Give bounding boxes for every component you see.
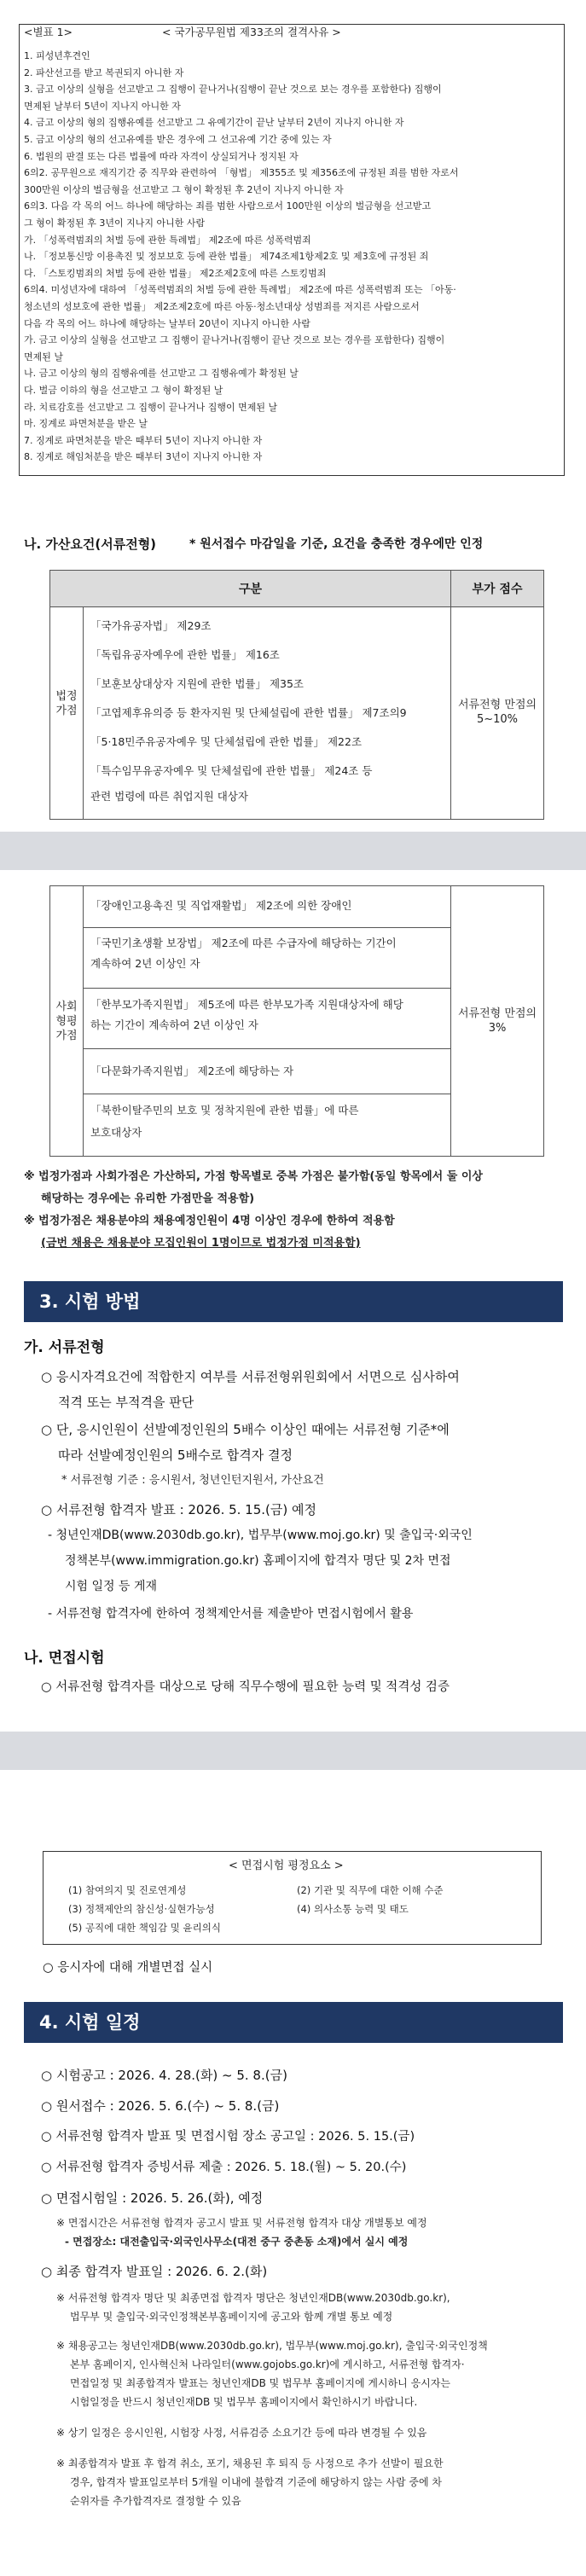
disqualification-line: 300만원 이상의 벌금형을 선고받고 그 형이 확정된 후 2년이 지나지 아니한 자 [24, 183, 344, 195]
ds-item-4a: - 청년인재DB(www.2030db.go.kr), 법무부(www.moj.go.kr) 및 출입국·외국인 [48, 1529, 473, 1542]
schedule-extra-note-a: ※ 최종합격자 발표 후 합격 취소, 포기, 채용된 후 퇴직 등 사정으로 추가 선발이 필요한 [56, 2457, 444, 2469]
schedule-final-note-2d: 시험일정을 반드시 청년인재DB 및 법무부 홈페이지에서 확인하시기 바랍니다. [70, 2396, 418, 2408]
legal-bonus-item: 「고엽제후유의증 등 환자지원 및 단체설립에 관한 법률」 제7조의9 [90, 706, 407, 719]
disqualification-line: 2. 파산선고를 받고 복권되지 아니한 자 [24, 67, 184, 78]
disqualification-line: 다. 「스토킹범죄의 처벌 등에 관한 법률」 제2조제2호에 따른 스토킹범죄 [24, 267, 327, 279]
schedule-final-note-2b: 본부 홈페이지, 인사혁신처 나라일터(www.gojobs.go.kr)에 게시하고, 서류전형 합격자· [70, 2358, 465, 2370]
ds-item-3: ○ 서류전형 합격자 발표 : 2026. 5. 15.(금) 예정 [41, 1502, 316, 1517]
row-social-points: 서류전형 만점의 3% [457, 1007, 537, 1035]
disqualification-line: 6의4. 미성년자에 대하여 「성폭력범죄의 처벌 등에 관한 특례법」 제2조에 따른 성폭력범죄 또는 「아동· [24, 284, 456, 296]
legal-bonus-item: 「독립유공자예우에 관한 법률」 제16조 [90, 648, 280, 661]
disqualification-line: 면제된 날 [24, 351, 64, 363]
ds-item-4b: 정책본부(www.immigration.go.kr) 홈페이지에 합격자 명단 및 2차 면접 [65, 1554, 451, 1568]
schedule-doc-submit: ○ 서류전형 합격자 증빙서류 제출 : 2026. 5. 18.(월) ~ 5. 20.(수) [41, 2161, 407, 2174]
table-header-category: 구분 [49, 570, 451, 607]
schedule-application: ○ 원서접수 : 2026. 5. 6.(수) ~ 5. 8.(금) [41, 2098, 280, 2114]
disqualification-line: 1. 피성년후견인 [24, 50, 90, 61]
disqualification-line: 4. 금고 이상의 형의 집행유예를 선고받고 그 유예기간이 끝난 날부터 2년이 지나지 아니한 자 [24, 117, 404, 129]
interview-item-1: ○ 서류전형 합격자를 대상으로 당해 직무수행에 필요한 능력 및 적격성 검증 [41, 1680, 450, 1694]
disqualification-line: 다음 각 목의 어느 하나에 해당하는 날부터 20년이 지나지 아니한 사람 [24, 317, 310, 329]
schedule-interview-note-1: ※ 면접시간은 서류전형 합격자 공고시 발표 및 서류전형 합격자 대상 개별통보 예정 [56, 2217, 427, 2229]
note-legal-bonus-not-applied: (금번 채용은 채용분야 모집인원이 1명이므로 법정가점 미적용함) [41, 1237, 361, 1250]
social-bonus-item: 보호대상자 [90, 1126, 142, 1139]
schedule-final-note-2a: ※ 채용공고는 청년인재DB(www.2030db.go.kr), 법무부(www.moj.go.kr), 출입국·외국인정책 [56, 2340, 488, 2352]
row-social-label: 사회 형평 가점 [55, 1001, 78, 1042]
row-legal-points: 서류전형 만점의 5~10% [457, 699, 537, 726]
ds-item-1b: 적격 또는 부적격을 판단 [58, 1395, 194, 1410]
criteria-item-4: (4) 의사소통 능력 및 태도 [297, 1903, 409, 1915]
heading-bonus-requirements: 나. 가산요건(서류전형) [24, 537, 157, 552]
disqualification-line: 마. 징계로 파면처분을 받은 날 [24, 418, 148, 430]
schedule-change-note: ※ 상기 일정은 응시인원, 시험장 사정, 서류검증 소요기간 등에 따라 변경될 수 있음 [56, 2427, 427, 2439]
ds-item-5: - 서류전형 합격자에 한하여 정책제안서를 제출받아 면접시험에서 활용 [48, 1607, 414, 1621]
schedule-final-note-2c: 면접일정 및 최종합격자 발표는 청년인재DB 및 법무부 홈페이지에 게시하니 응시자는 [70, 2377, 450, 2389]
row-legal-label: 법정 가점 [55, 690, 78, 717]
disqualification-line: 6의3. 다음 각 목의 어느 하나에 해당하는 죄를 범한 사람으로서 100만원 이상의 벌금형을 선고받고 [24, 200, 432, 212]
criteria-item-5: (5) 공직에 대한 책임감 및 윤리의식 [68, 1922, 221, 1934]
schedule-extra-note-c: 순위자를 추가합격자로 결정할 수 있음 [70, 2495, 241, 2507]
ds-item-4c: 시험 일정 등 게재 [65, 1580, 158, 1593]
disqualification-line: 가. 금고 이상의 실형을 선고받고 그 집행이 끝나거나(집행이 끝난 것으로 보는 경우를 포함한다) 집행이 [24, 334, 445, 346]
criteria-item-1: (1) 참여의지 및 진로연계성 [68, 1884, 187, 1896]
interview-criteria-title: < 면접시험 평정요소 > [229, 1859, 344, 1872]
schedule-extra-note-b: 경우, 합격자 발표일로부터 5개월 이내에 불합격 기준에 해당하지 않는 사람 중에 차 [70, 2476, 442, 2488]
disqualification-line: 나. 금고 이상의 형의 집행유예를 선고받고 그 집행유예가 확정된 날 [24, 368, 299, 380]
disqualification-line: 청소년의 성보호에 관한 법률」 제2조제2호에 따른 아동·청소년대상 성범죄를 저지른 사람으로서 [24, 301, 420, 312]
document-page-3 [0, 1770, 586, 2576]
disqualification-line: 다. 벌금 이하의 형을 선고받고 그 형이 확정된 날 [24, 385, 223, 396]
schedule-final-note-1b: 법무부 및 출입국·외국인정책본부홈페이지에 공고와 함께 개별 통보 예정 [70, 2311, 393, 2323]
appendix-title: < 국가공무원법 제33조의 결격사유 > [162, 26, 341, 38]
social-bonus-item: 「국민기초생활 보장법」 제2조에 따른 수급자에 해당하는 기간이 [90, 937, 397, 949]
disqualification-line: 6. 법원의 판결 또는 다른 법률에 따라 자격이 상실되거나 정지된 자 [24, 150, 299, 162]
legal-bonus-item: 「보훈보상대상자 지원에 관한 법률」 제35조 [90, 677, 305, 690]
disqualification-line: 면제된 날부터 5년이 지나지 아니한 자 [24, 100, 181, 112]
disqualification-line: 6의2. 공무원으로 재직기간 중 직무와 관련하여 「형법」 제355조 및 제356조에 규정된 죄를 범한 자로서 [24, 167, 459, 179]
disqualification-line: 나. 「정보통신망 이용촉진 및 정보보호 등에 관한 법률」 제74조제1항제2호 및 제3호에 규정된 죄 [24, 251, 429, 263]
ds-item-2c: * 서류전형 기준 : 응시원서, 청년인턴지원서, 가산요건 [61, 1474, 324, 1487]
section-3-bar: 3. 시험 방법 [24, 1281, 563, 1322]
social-bonus-item: 계속하여 2년 이상인 자 [90, 957, 200, 970]
heading-interview: 나. 면접시험 [24, 1650, 105, 1667]
schedule-final-note-1a: ※ 서류전형 합격자 명단 및 최종면접 합격자 명단은 청년인재DB(www.2030db.go.kr), [56, 2292, 450, 2304]
note-bonus-duplicate: ※ 법정가점과 사회가점은 가산하되, 가점 항목별로 중복 가점은 불가함(동일 항목에서 둘 이상 [24, 1170, 483, 1183]
legal-bonus-item: 「국가유공자법」 제29조 [90, 619, 212, 632]
note-legal-bonus: ※ 법정가점은 채용분야의 채용예정인원이 4명 이상인 경우에 한하여 적용함 [24, 1215, 395, 1227]
disqualification-line: 가. 「성폭력범죄의 처벌 등에 관한 특례법」 제2조에 따른 성폭력범죄 [24, 234, 311, 246]
disqualification-line: 5. 금고 이상의 형의 선고유예를 받은 경우에 그 선고유예 기간 중에 있는 자 [24, 134, 332, 145]
table-header-points: 부가 점수 [450, 570, 544, 607]
schedule-interview: ○ 면접시험일 : 2026. 5. 26.(화), 예정 [41, 2190, 264, 2206]
legal-bonus-item: 「특수임무유공자예우 및 단체설립에 관한 법률」 제24조 등 [90, 764, 373, 777]
section-4-bar: 4. 시험 일정 [24, 2002, 563, 2043]
row-social-item-1-text: 「장애인고용촉진 및 직업재활법」 제2조에 의한 장애인 [90, 899, 352, 912]
heading-document-screening: 가. 서류전형 [24, 1339, 105, 1356]
page-gap [0, 832, 586, 870]
page-gap-2 [0, 1732, 586, 1770]
social-bonus-item: 「북한이탈주민의 보호 및 정착지원에 관한 법률」에 따른 [90, 1104, 359, 1117]
appendix-label: <별표 1> [24, 26, 73, 38]
criteria-item-3: (3) 정책제안의 참신성·실현가능성 [68, 1903, 215, 1915]
disqualification-line: 3. 금고 이상의 실형을 선고받고 그 집행이 끝나거나(집행이 끝난 것으로 보는 경우를 포함한다) 집행이 [24, 84, 442, 96]
heading-bonus-note: * 원서접수 마감일을 기준, 요건을 충족한 경우에만 인정 [189, 537, 484, 551]
criteria-item-2: (2) 기관 및 직무에 대한 이해 수준 [297, 1884, 444, 1896]
document-page-1 [0, 0, 586, 832]
disqualification-line: 7. 징계로 파면처분을 받은 때부터 5년이 지나지 아니한 자 [24, 434, 263, 446]
social-bonus-item: 「다문화가족지원법」 제2조에 해당하는 자 [90, 1065, 294, 1077]
ds-item-2a: ○ 단, 응시인원이 선발예정인원의 5배수 이상인 때에는 서류전형 기준*에 [41, 1422, 450, 1437]
ds-item-1a: ○ 응시자격요건에 적합한지 여부를 서류전형위원회에서 서면으로 심사하여 [41, 1369, 460, 1384]
document-page-2 [0, 870, 586, 1732]
schedule-announcement: ○ 시험공고 : 2026. 4. 28.(화) ~ 5. 8.(금) [41, 2068, 287, 2083]
interview-note: ○ 응시자에 대해 개별면접 실시 [43, 1961, 213, 1975]
disqualification-line: 라. 치료감호를 선고받고 그 집행이 끝나거나 집행이 면제된 날 [24, 401, 278, 413]
legal-bonus-item: 관련 법령에 따른 취업지원 대상자 [90, 790, 248, 803]
schedule-interview-note-2: - 면접장소: 대전출입국·외국인사무소(대전 중구 중촌동 소재)에서 실시 예정 [65, 2236, 409, 2248]
schedule-final: ○ 최종 합격자 발표일 : 2026. 6. 2.(화) [41, 2264, 268, 2279]
social-bonus-item: 하는 기간이 계속하여 2년 이상인 자 [90, 1018, 258, 1031]
disqualification-line: 그 형이 확정된 후 3년이 지나지 아니한 사람 [24, 218, 206, 229]
legal-bonus-item: 「5·18민주유공자예우 및 단체설립에 관한 법률」 제22조 [90, 735, 363, 748]
schedule-doc-pass: ○ 서류전형 합격자 발표 및 면접시험 장소 공고일 : 2026. 5. 15.(금) [41, 2130, 415, 2144]
ds-item-2b: 따라 선발예정인원의 5배수로 합격자 결정 [58, 1448, 293, 1463]
social-bonus-item: 「한부모가족지원법」 제5조에 따른 한부모가족 지원대상자에 해당 [90, 998, 403, 1011]
note-bonus-duplicate-2: 해당하는 경우에는 유리한 가점만을 적용함) [41, 1192, 255, 1205]
disqualification-line: 8. 징계로 해임처분을 받은 때부터 3년이 지나지 아니한 자 [24, 451, 263, 463]
